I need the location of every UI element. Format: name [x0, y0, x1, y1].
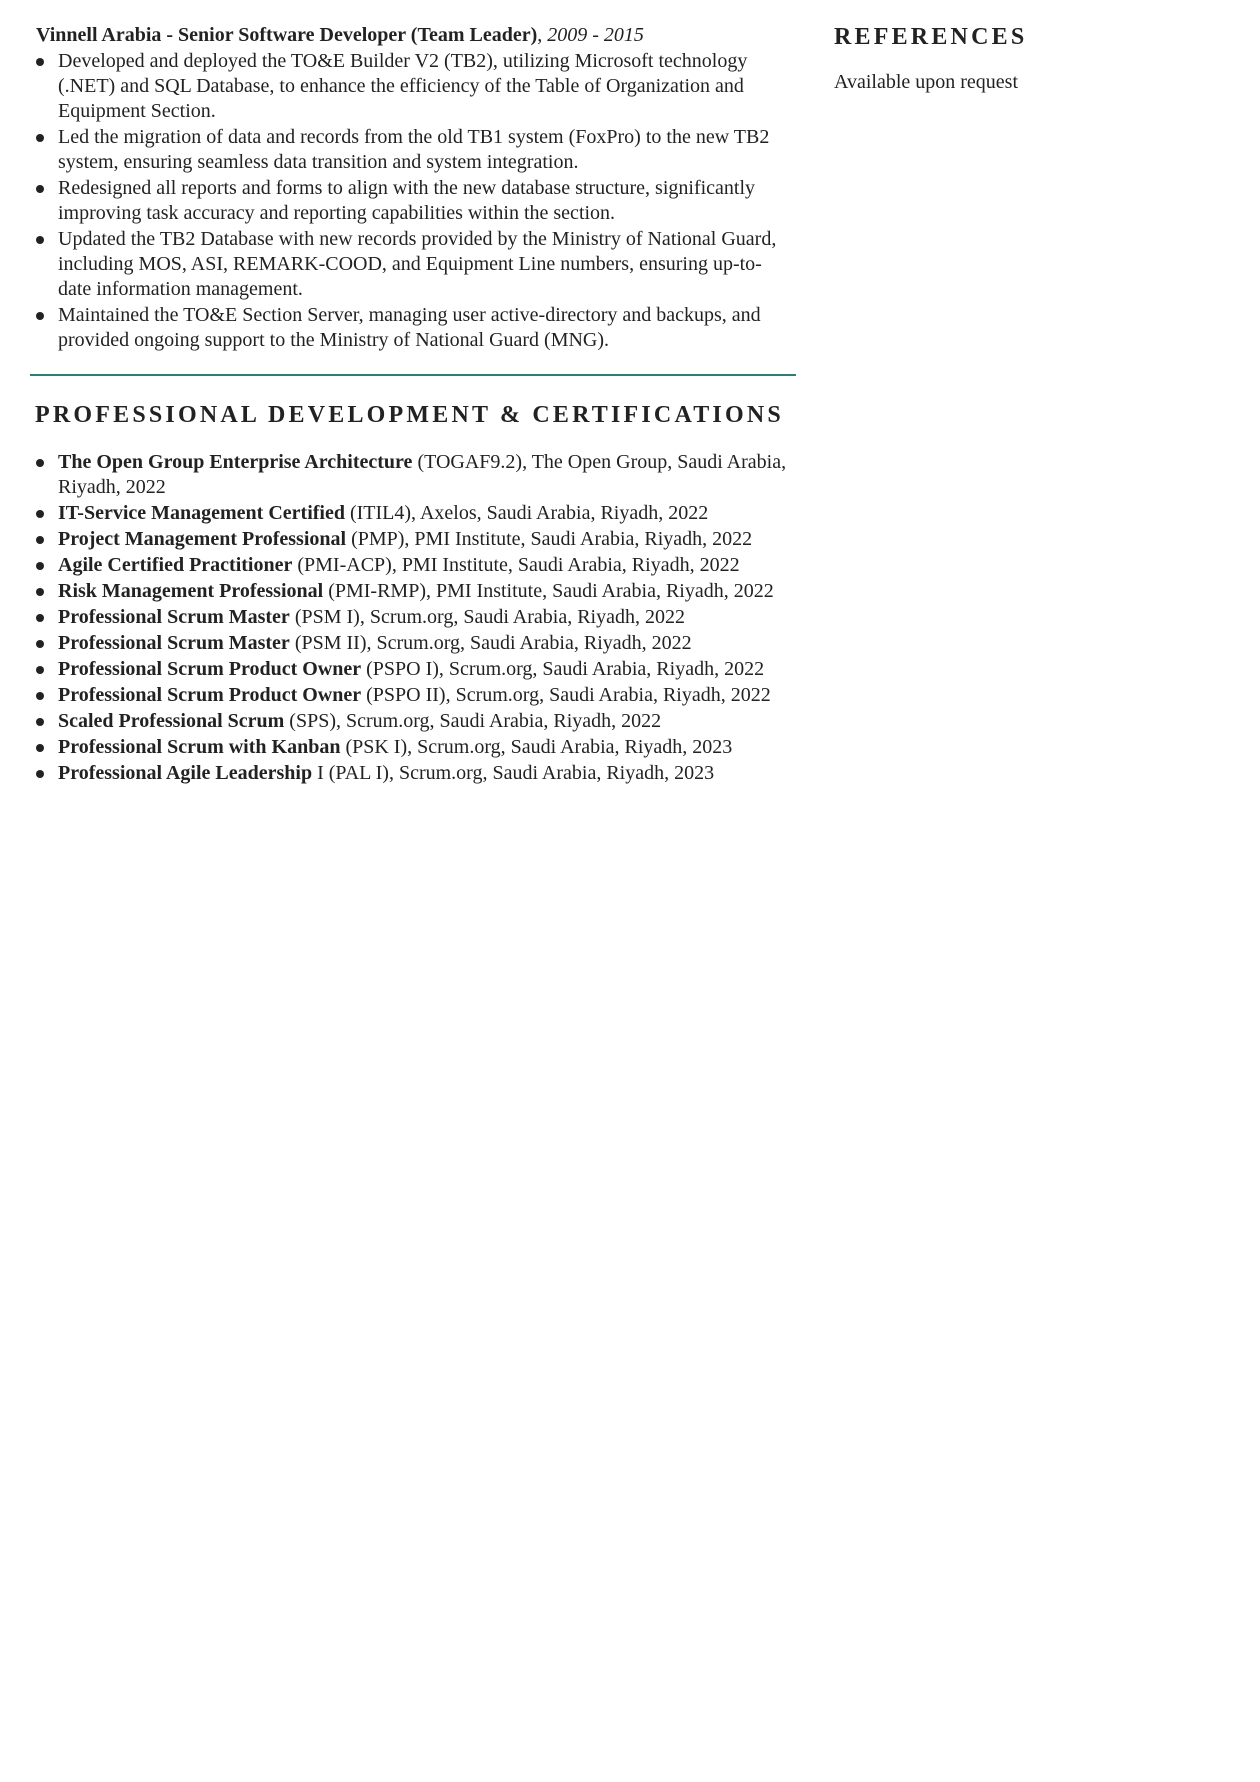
bullet-icon [36, 134, 44, 142]
bullet-icon [36, 588, 44, 596]
certification-name: Professional Agile Leadership [58, 762, 313, 784]
side-column [834, 24, 1214, 95]
job-dates: 2009 - 2015 [547, 24, 644, 46]
job-heading [36, 22, 792, 48]
job-bullet [32, 49, 792, 124]
certification-item [32, 631, 792, 656]
certification-item [32, 579, 792, 604]
bullet-icon [36, 459, 44, 467]
certification-name: Professional Scrum Product Owner [58, 684, 362, 706]
certification-detail: (PSM II), Scrum.org, Saudi Arabia, Riyadh, 2022 [289, 632, 692, 654]
section-divider [30, 374, 796, 376]
certification-item [32, 657, 792, 682]
bullet-icon [36, 312, 44, 320]
certification-detail: (PSPO I), Scrum.org, Saudi Arabia, Riyadh, 2022 [361, 658, 765, 680]
certification-name: Professional Scrum Master [58, 606, 290, 628]
certification-name: Professional Scrum Product Owner [58, 658, 362, 680]
certification-name: The Open Group Enterprise Architecture [58, 451, 413, 473]
certification-detail: (PSK I), Scrum.org, Saudi Arabia, Riyadh, 2023 [340, 736, 733, 758]
certification-detail: (PMI-ACP), PMI Institute, Saudi Arabia, Riyadh, 2022 [292, 554, 740, 576]
main-column [32, 22, 792, 787]
bullet-icon [36, 236, 44, 244]
certification-detail: (TOGAF9.2), The Open Group, Saudi Arabia, Riyadh, 2022 [58, 451, 787, 498]
references-title: REFERENCES [834, 24, 1028, 50]
job-bullet [32, 125, 792, 175]
job-bullet-text: Maintained the TO&E Section Server, managing user active-directory and backups, and provided ongoing support to the Ministry of National Guard (MNG). [58, 304, 761, 351]
certification-item [32, 605, 792, 630]
certification-name: Risk Management Professional [58, 580, 324, 602]
certification-item [32, 761, 792, 786]
bullet-icon [36, 614, 44, 622]
certification-detail: (PMI-RMP), PMI Institute, Saudi Arabia, Riyadh, 2022 [323, 580, 774, 602]
job-bullet-text: Developed and deployed the TO&E Builder V2 (TB2), utilizing Microsoft technology (.NET) and SQL Database, to enhance the efficiency of the Table of Organization and Equipment Section. [58, 50, 748, 122]
certification-name: Professional Scrum with Kanban [58, 736, 341, 758]
bullet-icon [36, 536, 44, 544]
bullet-icon [36, 185, 44, 193]
job-separator: , [537, 24, 543, 46]
certification-detail: (PSM I), Scrum.org, Saudi Arabia, Riyadh, 2022 [289, 606, 685, 628]
certification-item [32, 527, 792, 552]
certification-name: IT-Service Management Certified [58, 502, 345, 524]
certification-name: Professional Scrum Master [58, 632, 290, 654]
job-bullet-list [32, 49, 792, 353]
job-bullet [32, 227, 792, 302]
certifications-list [32, 450, 792, 786]
job-bullet [32, 176, 792, 226]
bullet-icon [36, 666, 44, 674]
certification-detail: I (PAL I), Scrum.org, Saudi Arabia, Riyadh, 2023 [312, 762, 715, 784]
bullet-icon [36, 58, 44, 66]
certification-item [32, 709, 792, 734]
job-bullet-text: Redesigned all reports and forms to align with the new database structure, significantly improving task accuracy and reporting capabilities within the section. [58, 177, 756, 224]
certification-item [32, 450, 792, 500]
bullet-icon [36, 770, 44, 778]
job-bullet [32, 303, 792, 353]
job-bullet-text: Updated the TB2 Database with new records provided by the Ministry of National Guard, including MOS, ASI, REMARK-COOD, and Equipment Line numbers, ensuring up-to-date information management. [58, 228, 777, 300]
references-text: Available upon request [834, 71, 1019, 93]
bullet-icon [36, 640, 44, 648]
certification-detail: (PMP), PMI Institute, Saudi Arabia, Riyadh, 2022 [346, 528, 753, 550]
certification-detail: (SPS), Scrum.org, Saudi Arabia, Riyadh, 2022 [284, 710, 662, 732]
certification-item [32, 735, 792, 760]
job-role: Vinnell Arabia - Senior Software Developer (Team Leader) [36, 24, 538, 46]
certification-item [32, 501, 792, 526]
certifications-title: PROFESSIONAL DEVELOPMENT & CERTIFICATIONS [35, 402, 784, 428]
bullet-icon [36, 744, 44, 752]
certification-name: Agile Certified Practitioner [58, 554, 293, 576]
bullet-icon [36, 692, 44, 700]
certification-name: Project Management Professional [58, 528, 347, 550]
certification-name: Scaled Professional Scrum [58, 710, 285, 732]
bullet-icon [36, 718, 44, 726]
certification-item [32, 553, 792, 578]
certification-detail: (PSPO II), Scrum.org, Saudi Arabia, Riyadh, 2022 [361, 684, 771, 706]
certification-item [32, 683, 792, 708]
bullet-icon [36, 562, 44, 570]
bullet-icon [36, 510, 44, 518]
job-bullet-text: Led the migration of data and records from the old TB1 system (FoxPro) to the new TB2 system, ensuring seamless data transition and system integration. [58, 126, 770, 173]
certification-detail: (ITIL4), Axelos, Saudi Arabia, Riyadh, 2022 [344, 502, 709, 524]
